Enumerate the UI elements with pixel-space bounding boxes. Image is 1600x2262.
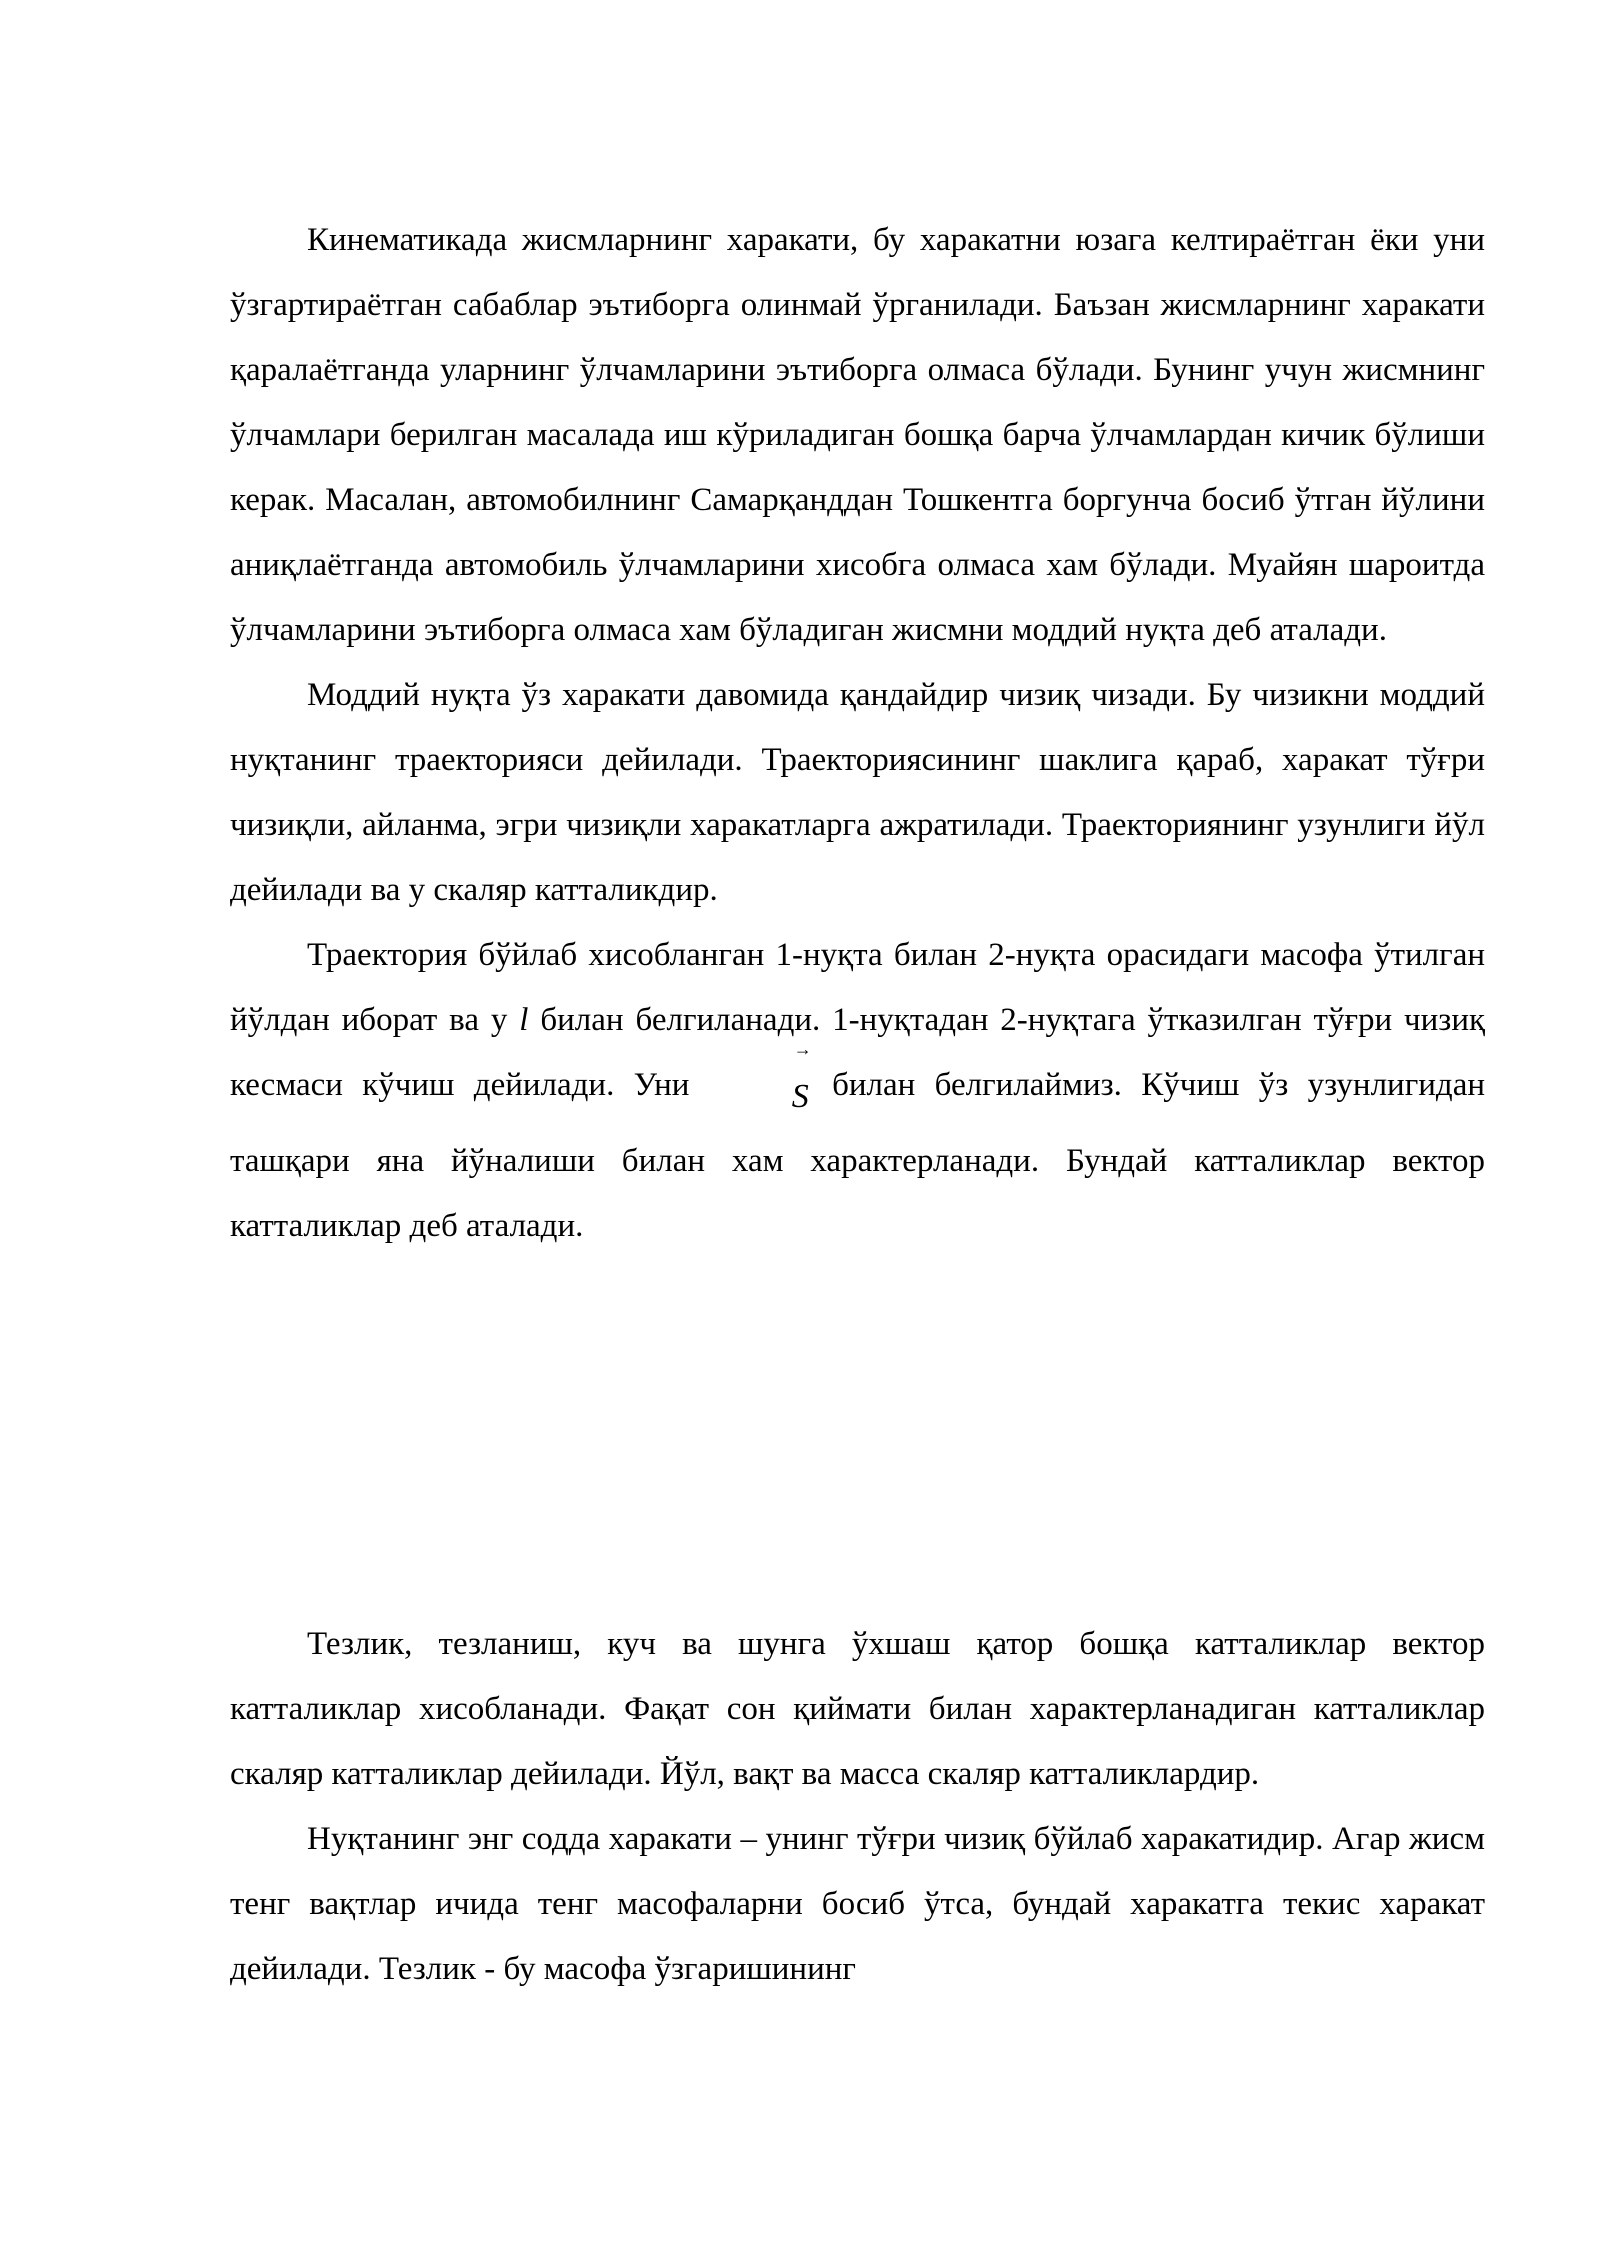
paragraph-displacement bbox=[230, 923, 1485, 1259]
paragraph-vector-quantities: Тезлик, тезланиш, куч ва шунга ўхшаш қатор бошқа катталиклар вектор катталиклар хисобланади. Фақат сон қиймати билан характерланадиган катталиклар скаляр катталиклар дейилади. Йўл, вақт ва масса скаляр катталиклардир. bbox=[230, 1626, 1485, 1792]
vector-arrow-icon: → bbox=[793, 1039, 812, 1059]
vector-s-symbol bbox=[715, 1039, 812, 1129]
displacement-text-part-2: билан белгиланади. 1-нуқтадан 2-нуқтага ўтказилган тўғри чизиқ кесмаси кўчиш дейилади. Уни bbox=[230, 1002, 1486, 1103]
paragraph-kinematics: Кинематикада жисмларнинг харакати, бу харакатни юзага келтираётган ёки уни ўзгартираётган сабаблар эътиборга олинмай ўрганилади. Баъзан жисмларнинг харакати қаралаётганда уларнинг ўлчамларини эътиборга олмаса бўлади. Бунинг учун жисмнинг ўлчамлари берилган масалада иш кўриладиган бошқа барча ўлчамлардан кичик бўлиши керак. Масалан, автомобилнинг Самарқанддан Тошкентга боргунча босиб ўтган йўлини аниқлаётганда автомобиль ўлчамларини хисобга олмаса хам бўлади. Муайян шароитда ўлчамларини эътиборга олмаса хам бўладиган жисмни моддий нуқта деб аталади. bbox=[230, 222, 1485, 648]
paragraph-uniform-motion: Нуқтанинг энг содда харакати – унинг тўғри чизиқ бўйлаб харакатидир. Агар жисм тенг вақтлар ичида тенг масофаларни босиб ўтса, бундай харакатга текис харакат дейилади. Тезлик - бу масофа ўзгаришининг bbox=[230, 1821, 1485, 1987]
text-section-top bbox=[230, 208, 1485, 1259]
displacement-text-part-1: Траектория бўйлаб хисобланган 1-нуқта билан 2-нуқта орасидаги масофа ўтилган йўлдан иборат ва у bbox=[230, 937, 1485, 1038]
displacement-text-part-3: билан белгилаймиз. Кўчиш ўз узунлигидан ташқари яна йўналиши билан хам характерланади. Бундай катталиклар вектор катталиклар деб аталади. bbox=[230, 1067, 1486, 1244]
text-section-bottom bbox=[230, 1612, 1485, 2002]
paragraph-trajectory: Моддий нуқта ўз харакати давомида қандайдир чизиқ чизади. Бу чизикни моддий нуқтанинг траекторияси дейилади. Траекториясининг шаклига қараб, харакат тўғри чизиқли, айланма, эгри чизиқли харакатларга ажратилади. Траекториянинг узунлиги йўл дейилади ва у скаляр катталикдир. bbox=[230, 677, 1485, 908]
symbol-s: S bbox=[791, 1078, 809, 1115]
symbol-l: l bbox=[519, 1002, 529, 1038]
